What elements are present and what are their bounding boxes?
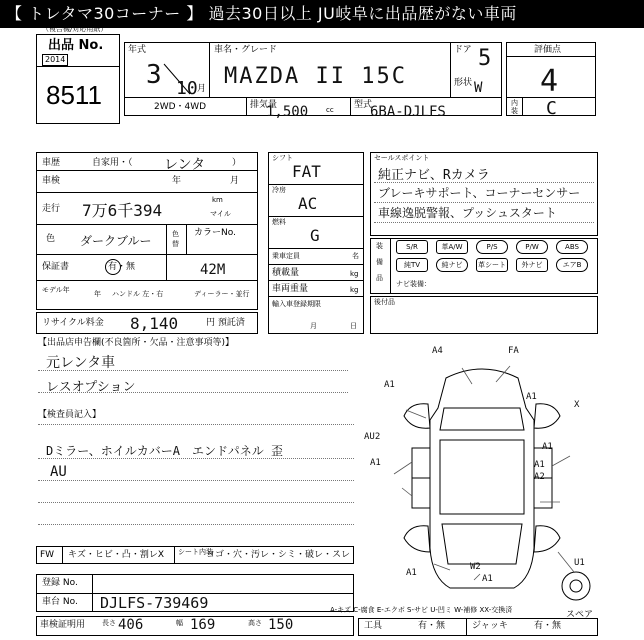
mileage-unit-mile: マイル [210, 210, 231, 218]
equip-sunroof: S/R [396, 240, 428, 254]
declaration-dotline-1 [38, 370, 348, 371]
tools-divider [466, 618, 467, 636]
model-year-value: 3 [146, 60, 162, 90]
front-right-fender [534, 404, 560, 429]
model-month-unit: 月 [197, 84, 207, 94]
equipment-label-3: 品 [376, 274, 383, 282]
cert-width-label: 幅 [176, 619, 183, 627]
mark-au2: AU2 [364, 432, 381, 442]
car-name-label: 車名・グレード [214, 45, 278, 55]
recycle-unit: 円 預託済 [206, 318, 245, 328]
history-use: 自家用・（ [92, 158, 133, 168]
post-label: 後付品 [374, 298, 395, 306]
mileage-value: 7万6千394 [82, 201, 163, 220]
mid-row-4 [268, 264, 364, 265]
inspection-label: 車検 [42, 176, 61, 186]
lot-label: 出品 No. [48, 38, 104, 53]
drive-label: 2WD・4WD [154, 102, 207, 112]
mark-x: X [574, 400, 580, 410]
ac-value: AC [298, 194, 318, 213]
equip-abs: ABS [556, 240, 588, 254]
car-rear-glass [442, 524, 522, 564]
registration-label: 登録 No. [42, 578, 78, 588]
warranty-circle [105, 259, 121, 275]
left-row-1 [36, 170, 258, 171]
jack-options: 有・無 [534, 621, 562, 631]
damage-legend: A-キズ C-腐食 E-エクボ S-サビ U-凹ミ W-補修 XX-交換済 [330, 606, 513, 614]
score-divider [506, 56, 596, 57]
front-left-fender [404, 404, 430, 429]
left-row-3 [36, 224, 258, 225]
warranty-options: 有・無 [108, 262, 136, 272]
dealer-label: ディーラー・並行 [194, 290, 250, 298]
fuel-value: G [310, 226, 320, 245]
left-col-color2 [186, 224, 187, 254]
displacement-label: 排気量 [250, 100, 278, 110]
deadline-month: 月 [310, 322, 317, 330]
doors-label: ドア [454, 45, 472, 55]
inspector-line-1: Dミラー、ホイルカバーA エンドパネル 歪 [46, 444, 283, 458]
cert-height-label: 高さ [248, 619, 262, 627]
equip-ps: P/S [476, 240, 508, 254]
recycle-value: 8,140 [130, 314, 179, 333]
color-change-1: 色 [172, 230, 179, 238]
mid-row-5 [268, 280, 364, 281]
car-hood [440, 408, 524, 430]
deadline-label: 輸入車登録期限 [272, 300, 321, 308]
equip-aw: 革A/W [436, 240, 468, 254]
color-change-2: 替 [172, 240, 179, 248]
color-no-value: 42M [200, 262, 226, 278]
fw-label: FW [40, 550, 55, 560]
history-label: 車歴 [42, 158, 61, 168]
mark-a1-front-right: A1 [526, 392, 537, 402]
color-no-label: カラーNo. [194, 228, 236, 238]
displacement-unit: cc [326, 106, 334, 114]
equip-pw: P/W [516, 240, 548, 254]
load-unit: kg [350, 270, 359, 278]
lot-number: 8511 [46, 80, 102, 110]
mark-a2: A2 [534, 472, 545, 482]
weight-label: 車両重量 [272, 284, 309, 294]
chassis-value: DJLFS-739469 [100, 594, 209, 612]
cert-length: 406 [118, 617, 144, 633]
mark-fa: FA [508, 346, 519, 356]
model-year-label: 年式 [128, 45, 147, 55]
body-label: 形状 [454, 78, 473, 88]
equip-tv: 純TV [396, 258, 428, 272]
declaration-line-1: 元レンタ車 [46, 355, 116, 371]
model-suffix: 年 [94, 290, 101, 298]
rear-left-fender [404, 526, 430, 552]
inspector-dotline-5 [38, 524, 354, 525]
interior-label-1: 内 [511, 99, 518, 107]
model-label: モデル年 [42, 286, 70, 294]
left-row-2 [36, 192, 258, 193]
mid-row-1 [268, 184, 364, 185]
equip-airbag: エアB [556, 258, 588, 272]
mark-a1-front-left: A1 [384, 380, 395, 390]
chassis-label: 車台 No. [42, 597, 78, 607]
left-row-5 [36, 280, 258, 281]
fw-text: キズ・ヒビ・凸・割レX [68, 550, 164, 560]
spare-label: スペア [566, 610, 594, 620]
sales-line-1: 純正ナビ、Rカメラ [378, 168, 490, 183]
post-box [370, 296, 598, 334]
interior-value: C [546, 98, 557, 119]
warranty-label: 保証書 [42, 262, 70, 272]
mark-a1-center: A1 [534, 460, 545, 470]
cert-label: 車検証明用 [40, 620, 86, 630]
deadline-day: 日 [350, 322, 357, 330]
cert-length-label: 長さ [102, 619, 116, 627]
cert-width: 169 [190, 617, 216, 633]
mark-a4: A4 [432, 346, 443, 356]
car-name-value: MAZDA II 15C [224, 64, 407, 89]
declaration-line-2: レスオプション [46, 380, 136, 395]
doors-value: 5 [478, 46, 492, 71]
inspector-dotline-3 [38, 480, 354, 481]
header-divider-2 [450, 42, 451, 97]
left-row-4 [36, 254, 258, 255]
interior-divider-v [522, 97, 523, 116]
inspector-label: 【検査員記入】 [38, 410, 102, 420]
color-value: ダークブルー [80, 234, 152, 248]
score-label: 評価点 [534, 45, 562, 55]
mark-a1-rear: A1 [482, 574, 493, 584]
type-label: 型式 [354, 100, 373, 110]
ac-label: 冷房 [272, 186, 286, 194]
header-divider-4 [350, 97, 351, 116]
rear-right-fender [534, 526, 560, 552]
body-value: W [474, 80, 483, 96]
declaration-dotline-2 [38, 392, 348, 393]
mark-a1-left: A1 [370, 458, 381, 468]
jack-label: ジャッキ [472, 621, 508, 631]
header-divider-3 [246, 97, 247, 116]
fuel-label: 燃料 [272, 218, 286, 226]
inspector-dotline-2 [38, 458, 354, 459]
mid-row-6 [268, 296, 364, 297]
top-note: （複合機/対応用紙） [42, 25, 108, 33]
sales-dotline-3 [374, 222, 594, 223]
shift-label: シフト [272, 154, 293, 162]
capacity-unit: 名 [352, 252, 359, 260]
capacity-label: 乗車定員 [272, 252, 300, 260]
interior-label-2: 装 [511, 107, 518, 115]
load-label: 積載量 [272, 268, 300, 278]
inspection-month: 月 [230, 176, 240, 186]
mid-row-3 [268, 248, 364, 249]
color-label: 色 [46, 234, 56, 244]
mileage-unit-km: km [212, 196, 223, 204]
equipment-label-2: 備 [376, 258, 383, 266]
fw-divider [62, 546, 63, 564]
inspector-dotline-4 [38, 502, 354, 503]
sales-line-3: 車線逸脱警報、プッシュスタート [378, 206, 557, 220]
mark-a1-right: A1 [542, 442, 553, 452]
car-roof [440, 440, 524, 514]
declaration-label: 【出品店申告欄(不良箇所・欠品・注意事項等)】 [38, 338, 235, 348]
displacement-value: 1,500 [266, 104, 309, 120]
model-month-value: 10 [176, 78, 198, 99]
seat-text: ヨゴ・穴・汚レ・シミ・破レ・スレ [206, 550, 351, 560]
mileage-label: 走行 [42, 204, 61, 214]
spare-tire [562, 572, 590, 600]
inspection-year: 年 [172, 176, 182, 186]
lot-divider [36, 66, 120, 67]
cert-height: 150 [268, 617, 294, 633]
seat-divider [174, 546, 175, 564]
sales-points-label: セールスポイント [374, 154, 430, 162]
left-col-color [166, 224, 167, 280]
mid-row-2 [268, 216, 364, 217]
sales-dotline-2 [374, 202, 594, 203]
car-damage-diagram [364, 338, 600, 608]
history-close: ） [232, 158, 242, 168]
equip-navi: 純ナビ [436, 258, 468, 272]
registration-col [92, 574, 93, 612]
sales-dotline-1 [374, 182, 594, 183]
equipment-label-1: 装 [376, 242, 383, 250]
shift-value: FAT [292, 162, 321, 181]
car-body-outline [430, 369, 534, 588]
inspector-dotline-1 [38, 424, 354, 425]
navi-label: ナビ装備： [396, 280, 431, 288]
mark-w2: W2 [470, 562, 481, 572]
year-stamp: 2014 [42, 54, 68, 66]
equipment-divider [390, 238, 391, 294]
sales-line-2: ブレーキサポート、コーナーセンサー [378, 186, 581, 200]
mark-a1-rear-left: A1 [406, 568, 417, 578]
tools-options: 有・無 [418, 621, 446, 631]
inspector-line-2: AU [50, 464, 67, 480]
auction-sheet [34, 25, 602, 638]
equip-leather: 革シート [476, 258, 508, 272]
tools-label: 工具 [364, 621, 383, 631]
seat-label: シート内装 [178, 548, 213, 556]
equip-ext-navi: 外ナビ [516, 258, 548, 272]
banner-title: 【 トレタマ30コーナー 】 過去30日以上 JU岐阜に出品歴がない車両 [0, 0, 644, 28]
handle-label: ハンドル 左・右 [112, 290, 164, 298]
history-value: レンタ [164, 157, 206, 173]
score-value: 4 [540, 64, 559, 99]
header-divider-1 [209, 42, 210, 97]
type-value: 6BA-DJLFS [370, 104, 446, 120]
weight-unit: kg [350, 286, 359, 294]
mark-u1: U1 [574, 558, 585, 568]
recycle-label: リサイクル料金 [42, 318, 104, 328]
